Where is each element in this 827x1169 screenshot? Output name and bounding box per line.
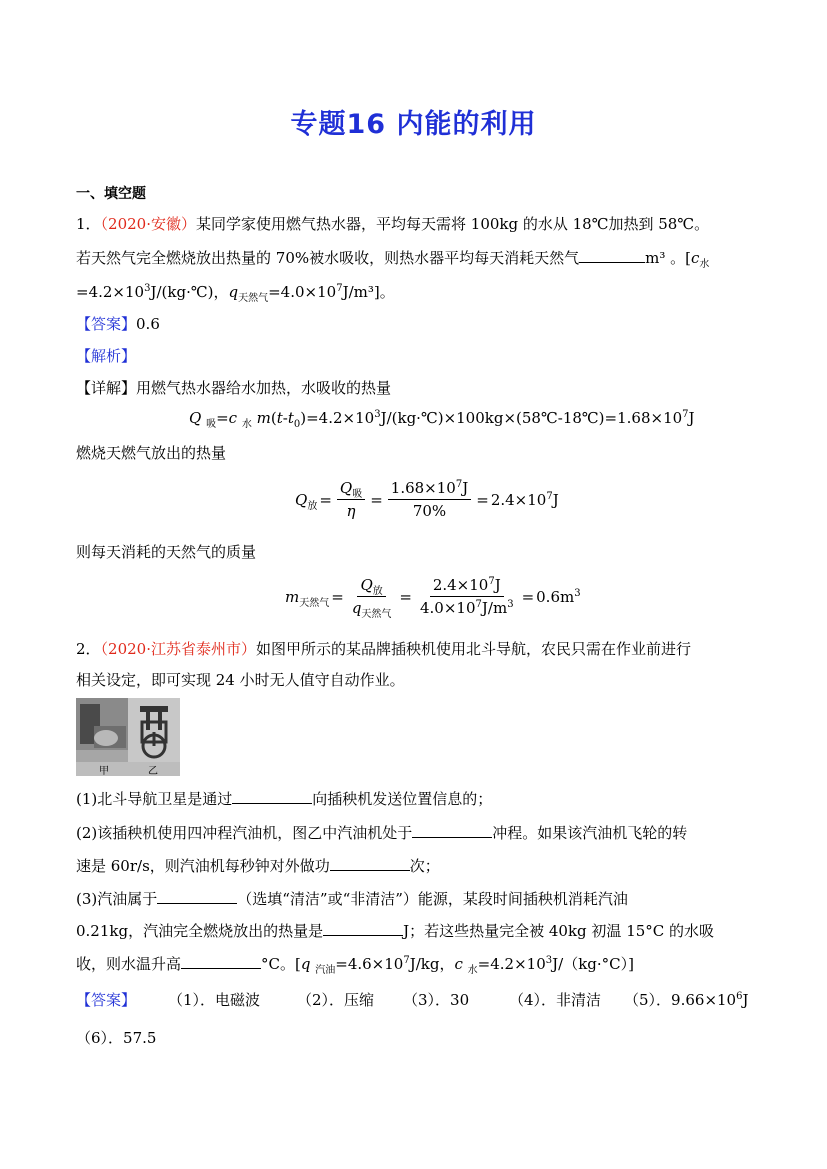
q2-q-symbol: q — [300, 955, 311, 973]
q2-q-value: =4.6×10 — [335, 955, 404, 973]
q2-p2-text-a: (2)该插秧机使用四冲程汽油机，图乙中汽油机处于 — [76, 824, 413, 842]
f3-num1: Q — [360, 576, 373, 594]
q1-answer — [76, 313, 160, 334]
q2-part1 — [76, 788, 492, 809]
q1-source: （2020·安徽） — [100, 215, 196, 233]
q2-c-symbol: c — [454, 955, 463, 973]
q2-c-exp: 3 — [545, 955, 553, 966]
q1-q-value: =4.0×10 — [268, 283, 337, 301]
q2-part3-line3 — [76, 953, 634, 974]
f2-frac-2 — [388, 478, 471, 521]
f3-den2-unit: J/m — [481, 599, 508, 617]
q2-blank-6 — [181, 954, 261, 969]
q1-blank — [579, 248, 645, 263]
q2-c-unit: J/（kg·°C）] — [552, 955, 634, 973]
f3-num2-unit: J — [494, 576, 501, 594]
q2-blank-2 — [412, 823, 492, 838]
f3-den2-unit-sup: 3 — [507, 599, 514, 610]
q1-c-symbol: c — [690, 249, 700, 267]
q2-c-value: =4.2×10 — [477, 955, 546, 973]
figure-label-b: 乙 — [148, 766, 158, 777]
q2-line1 — [76, 638, 691, 659]
f2-result: 2.4×10 — [490, 490, 547, 509]
q1-text-2: 若天然气完全燃烧放出热量的 70%被水吸收，则热水器平均每天消耗天然气 — [76, 249, 580, 267]
q1-line2 — [76, 247, 709, 268]
f2-num2: 1.68×10 — [390, 479, 456, 497]
q2-blank-1 — [232, 789, 312, 804]
f2-lhs-sub: 放 — [307, 500, 318, 512]
q2-p3-text-a: (3)汽油属于 — [76, 890, 158, 908]
q2-p1-text-b: 向插秧机发送位置信息的； — [312, 790, 493, 808]
f3-lhs: m — [285, 587, 300, 606]
q2-answer-3: （3）．30 — [403, 991, 470, 1009]
q1-analysis-tag: 【解析】 — [76, 347, 137, 365]
q1-answer-tag: 【答案】 — [76, 315, 137, 333]
q2-text-1: 如图甲所示的某品牌插秧机使用北斗导航，农民只需在作业前进行 — [256, 640, 692, 658]
q2-answer-1: （1）．电磁波 — [168, 991, 261, 1009]
f3-den1: q — [351, 599, 362, 617]
f3-num2: 2.4×10 — [432, 576, 489, 594]
q2-answer-tag: 【答案】 — [76, 991, 137, 1009]
q2-p3-text-e: 收，则水温升高 — [76, 955, 182, 973]
f2-result-unit: J — [552, 490, 559, 509]
q1-c-unit: J/(kg·℃)， — [150, 283, 229, 301]
f2-num1: Q — [339, 479, 353, 497]
f2-den2: 70% — [412, 502, 447, 520]
f3-frac-1 — [349, 575, 395, 618]
q2-p3-text-c: 0.21kg，汽油完全燃烧放出的热量是 — [76, 922, 324, 940]
q1-line3 — [76, 281, 395, 302]
q1-text-unit: m³ 。[ — [645, 249, 691, 267]
q2-p3-text-d: J；若这些热量完全被 40kg 初温 15°C 的水吸 — [403, 922, 715, 940]
f3-den2-sup: 7 — [475, 599, 482, 610]
f2-frac-1 — [337, 478, 365, 521]
q2-blank-4 — [157, 889, 237, 904]
q2-answer-5 — [624, 989, 749, 1010]
q2-answer-5-value: （5）．9.66×10 — [624, 991, 737, 1009]
q1-c-value: =4.2×10 — [76, 283, 145, 301]
f3-num1-sub: 放 — [372, 586, 383, 597]
q2-part3-line1 — [76, 888, 628, 909]
q1-q-unit: J/m³]。 — [342, 283, 395, 301]
q1-text-mass: 则每天消耗的天然气的质量 — [76, 543, 257, 561]
q2-c-sub: 水 — [467, 965, 478, 976]
page-title: 专题16 内能的利用 — [290, 109, 537, 140]
f2-den1: η — [346, 502, 356, 520]
q1-text-1: 某同学家使用燃气热水器，平均每天需将 100kg 的水从 18℃加热到 58℃。 — [196, 215, 710, 233]
q2-p2-text-b: 冲程。如果该汽油机飞轮的转 — [492, 824, 688, 842]
f3-frac-2 — [417, 575, 517, 618]
q2-p2-text-c: 速是 60r/s，则汽油机每秒钟对外做功 — [76, 857, 330, 875]
q2-answer-6: （6）．57.5 — [76, 1029, 157, 1047]
q2-p2-text-d: 次； — [409, 857, 440, 875]
q2-line2: 相关设定，即可实现 24 小时无人值守自动作业。 — [76, 671, 405, 689]
section-heading: 一、填空题 — [76, 186, 146, 202]
q1-detail — [76, 377, 391, 398]
f3-den2: 4.0×10 — [420, 599, 476, 617]
q1-c-exp: 3 — [144, 283, 151, 294]
q1-detail-tag: 【详解】 — [76, 379, 137, 397]
q1-c-sub: 水 — [699, 259, 710, 270]
q1-answer-value: 0.6 — [136, 315, 160, 333]
q2-q-exp: 7 — [403, 955, 410, 966]
q2-answer-4: （4）．非清洁 — [509, 991, 602, 1009]
f2-lhs: Q — [295, 490, 308, 509]
q2-part3-line2 — [76, 920, 714, 941]
q1-formula-3: $m_{天然气}$ = $\frac{Q_放}{q_{天然气}}$ = $\frac{2.4\times 10^7J}{4.0\times 10^7J/m^3}$ = $0.6m^3$ — [285, 576, 581, 620]
f3-result: 0.6m — [536, 587, 575, 606]
q2-blank-5 — [323, 921, 403, 936]
q1-detail-text: 用燃气热水器给水加热，水吸收的热量 — [136, 379, 392, 397]
f3-den1-sub: 天然气 — [361, 609, 392, 620]
f2-num2-sup: 7 — [455, 479, 463, 490]
q1-q-symbol: q — [228, 283, 239, 301]
q2-q-unit: J/kg， — [409, 955, 455, 973]
q2-q-sub: 汽油 — [315, 965, 336, 976]
q2-answer-2: （2）．压缩 — [297, 991, 375, 1009]
q2-part2-line1 — [76, 822, 687, 843]
f3-result-sup: 3 — [574, 587, 581, 599]
q2-source: （2020·江苏省泰州市） — [100, 640, 256, 658]
q1-line1 — [76, 213, 709, 234]
q1-text-heat-released: 燃烧天燃气放出的热量 — [76, 444, 227, 462]
figure-label-a: 甲 — [99, 766, 109, 777]
q1-formula-2: $Q_放$ = $\frac{Q_吸}{\eta}$ = $\frac{1.68\times 10^7J}{70\%}$ = $2.4\times 10^7J$ — [295, 479, 559, 520]
q2-p3-text-b: （选填“清洁”或“非清洁”）能源，某段时间插秧机消耗汽油 — [237, 890, 628, 908]
q1-formula-1: Q $_吸$=c $_水$ $m(t-t_0)=4.2\times 10^3J/(kg\cdot℃)\times 100kg\times(58℃-18℃)=1.68\times 10^7J$ — [189, 409, 695, 430]
q1-q-exp: 7 — [336, 283, 343, 294]
q2-figure — [76, 698, 180, 776]
q2-p1-text-a: (1)北斗导航卫星是通过 — [76, 790, 233, 808]
q2-part2-line2 — [76, 855, 440, 876]
q2-p3-text-f: °C。[ — [261, 955, 301, 973]
f2-num1-sub: 吸 — [352, 489, 363, 500]
f3-lhs-sub: 天然气 — [299, 597, 330, 609]
q1-q-sub: 天然气 — [238, 293, 269, 304]
f2-num2-unit: J — [462, 479, 469, 497]
q2-answer-5-unit: J — [742, 991, 749, 1009]
q2-blank-3 — [330, 856, 410, 871]
f2-result-sup: 7 — [546, 490, 553, 502]
q2-figure-image — [76, 698, 180, 776]
f3-num2-sup: 7 — [488, 576, 495, 587]
q2-answer-line1 — [76, 989, 136, 1010]
q2-number: 2． — [76, 640, 101, 658]
q2-answer-5-exp: 6 — [736, 991, 743, 1002]
q1-number: 1． — [76, 215, 101, 233]
